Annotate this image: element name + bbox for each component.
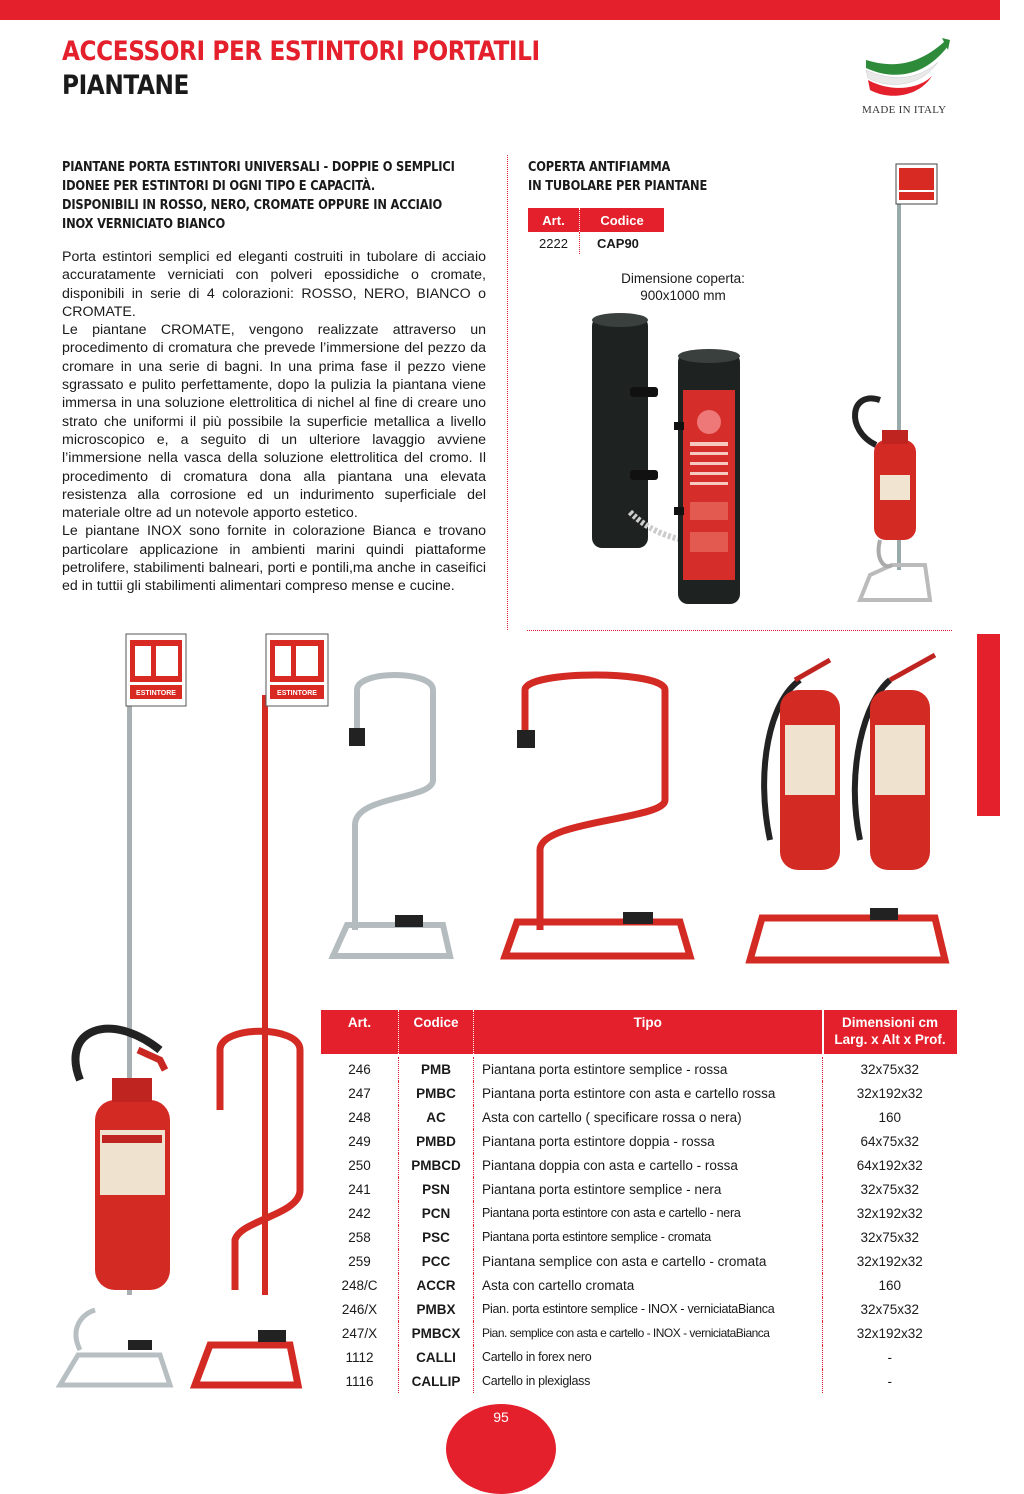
dim-header-line: Dimensioni cm (841, 1015, 939, 1030)
tipo-cell: Cartello in forex nero (474, 1345, 823, 1369)
dimension-value: 900x1000 mm (640, 288, 726, 303)
dim-cell: 32x75x32 (823, 1225, 957, 1249)
code-cell: PCN (399, 1201, 474, 1225)
intro-paragraph: Porta estintori semplici ed eleganti costruiti in tubolare di acciaio accuratamente verniciati con polveri epossidiche o cromate, disponibili in serie di 4 colorazioni: ROSSO, NERO, BIANCO o CROMATE. (62, 249, 486, 320)
red-stand-image (495, 660, 705, 965)
table-row (321, 1177, 957, 1201)
intro-paragraph: Le piantane INOX sono fornite in colorazione Bianca e trovano particolare applicazione in ambienti marini quindi piattaforme petrolifere, stabilimenti balneari, porti e pontili,ma anche in caseifici ed in tuttii gli stabilimenti alimentari compreso mense e cucine. (62, 523, 486, 595)
code-cell: PMBCX (399, 1321, 474, 1345)
chrome-stand-image (325, 660, 465, 965)
table-row (321, 1249, 957, 1273)
code-cell: PSN (399, 1177, 474, 1201)
tipo-cell: Piantana porta estintore doppia - rossa (474, 1129, 823, 1153)
dimension-label: Dimensione coperta: (621, 271, 745, 286)
table-header-row (321, 1010, 957, 1056)
code-cell: PMBCD (399, 1153, 474, 1177)
tipo-cell: Pian. semplice con asta e cartello - INOX - verniciataBianca (474, 1321, 823, 1345)
dim-cell: 32x192x32 (823, 1321, 957, 1345)
table-row (321, 1369, 957, 1393)
table-row (321, 1201, 957, 1225)
table-row (321, 1297, 957, 1321)
art-cell: 2222 (539, 235, 568, 251)
tipo-cell: Piantana semplice con asta e cartello - cromata (474, 1249, 823, 1273)
code-cell: CAP90 (580, 232, 665, 254)
code-cell: ACCR (399, 1273, 474, 1297)
col-code-header: Codice (399, 1010, 474, 1056)
dim-cell: 64x192x32 (823, 1153, 957, 1177)
col-tipo-header: Tipo (474, 1010, 823, 1056)
table-row (321, 1129, 957, 1153)
art-cell: 247/X (341, 1325, 378, 1341)
dim-cell: - (823, 1345, 957, 1369)
side-tab-marker (977, 634, 1000, 816)
tipo-cell: Piantana porta estintore semplice - cromata (474, 1225, 823, 1249)
code-cell: AC (399, 1105, 474, 1129)
fire-blanket-tubes-image (570, 312, 760, 612)
stand-with-sign-image (840, 160, 950, 620)
page-title: ACCESSORI PER ESTINTORI PORTATILI (62, 36, 540, 67)
dim-cell: 160 (823, 1273, 957, 1297)
art-cell: 242 (348, 1205, 371, 1221)
art-cell: 248 (348, 1109, 371, 1125)
art-cell: 246/X (341, 1301, 378, 1317)
tipo-cell: Asta con cartello ( specificare rossa o nera) (474, 1105, 823, 1129)
code-cell: PMBX (399, 1297, 474, 1321)
table-row (321, 1153, 957, 1177)
dim-cell: 32x192x32 (823, 1081, 957, 1105)
column-divider (507, 155, 508, 630)
table-row (321, 1273, 957, 1297)
table-row (528, 232, 664, 254)
sign-text: ESTINTORE (277, 690, 317, 697)
art-cell: 259 (348, 1253, 371, 1269)
tipo-cell: Piantana doppia con asta e cartello - rossa (474, 1153, 823, 1177)
heading-line: COPERTA ANTIFIAMMA (528, 160, 671, 175)
table-row (321, 1081, 957, 1105)
table-row (321, 1321, 957, 1345)
art-cell: 1112 (345, 1349, 374, 1365)
italy-flag-logo (862, 38, 952, 102)
dim-cell: 32x192x32 (823, 1249, 957, 1273)
table-row (321, 1225, 957, 1249)
tipo-cell: Asta con cartello cromata (474, 1273, 823, 1297)
code-cell: PMBC (399, 1081, 474, 1105)
dim-header-line: Larg. x Alt x Prof. (834, 1032, 946, 1047)
heading-line: IDONEE PER ESTINTORI DI OGNI TIPO E CAPACITÀ. (62, 179, 376, 194)
dim-cell: 32x75x32 (823, 1297, 957, 1321)
tipo-cell: Piantana porta estintore semplice - nera (474, 1177, 823, 1201)
heading-line: INOX VERNICIATO BIANCO (62, 217, 226, 232)
blanket-table (528, 208, 664, 254)
double-stand-image (740, 650, 950, 970)
table-row (321, 1345, 957, 1369)
red-stand-with-sign-image (180, 630, 340, 1395)
art-cell: 248/C (341, 1277, 378, 1293)
art-cell: 250 (348, 1157, 371, 1173)
page-number: 95 (493, 1409, 509, 1425)
blanket-dimension-note (598, 270, 768, 304)
art-cell: 1116 (345, 1373, 374, 1389)
heading-line: DISPONIBILI IN ROSSO, NERO, CROMATE OPPURE IN ACCIAIO (62, 198, 443, 213)
col-art-header: Art. (321, 1010, 399, 1056)
table-row (321, 1056, 957, 1082)
dim-cell: 64x75x32 (823, 1129, 957, 1153)
tipo-cell: Piantana porta estintore con asta e cartello - nera (474, 1201, 823, 1225)
art-cell: 241 (348, 1181, 371, 1197)
dim-cell: 32x75x32 (823, 1177, 957, 1201)
tipo-cell: Pian. porta estintore semplice - INOX - verniciataBianca (474, 1297, 823, 1321)
dim-cell: 160 (823, 1105, 957, 1129)
made-in-italy-label: MADE IN ITALY (862, 104, 947, 116)
art-cell: 246 (348, 1061, 371, 1077)
intro-text (62, 248, 486, 596)
page-subtitle: PIANTANE (62, 70, 189, 101)
col-code-header: Codice (580, 208, 665, 232)
art-cell: 249 (348, 1133, 371, 1149)
art-cell: 258 (348, 1229, 371, 1245)
dim-cell: - (823, 1369, 957, 1393)
section-divider (527, 630, 952, 631)
tipo-cell: Piantana porta estintore semplice - rossa (474, 1056, 823, 1082)
dim-cell: 32x192x32 (823, 1201, 957, 1225)
code-cell: PCC (399, 1249, 474, 1273)
dim-cell: 32x75x32 (823, 1056, 957, 1082)
section-heading (62, 158, 455, 234)
col-art-header: Art. (528, 208, 580, 232)
sign-text: ESTINTORE (136, 690, 176, 697)
table-row (321, 1105, 957, 1129)
code-cell: PMBD (399, 1129, 474, 1153)
heading-line: PIANTANE PORTA ESTINTORI UNIVERSALI - DOPPIE O SEMPLICI (62, 160, 455, 175)
intro-paragraph: Le piantane CROMATE, vengono realizzate attraverso un procedimento di cromatura che prevede l’immersione del pezzo da cromare in una serie di bagni. In una prima fase il pezzo viene sgrassato e pulito perfettamente, dopo la pulizia la piantana viene immersa in una soluzione elettrolitica di nichel al fine di creare uno strato che uniformi il più possibile la superficie metallica a livello microscopico e, a seguito di un ulteriore lavaggio avviene l’immersione nella vasca della soluzione elettrolitica del cromo. Il procedimento di cromatura dona alla piantana una elevata resistenza alla corrosione ed un indurimento superficiale del materiale oltre ad un notevole apporto estetico. (62, 322, 486, 522)
code-cell: CALLIP (399, 1369, 474, 1393)
code-cell: PMB (399, 1056, 474, 1082)
blanket-heading (528, 158, 707, 196)
tipo-cell: Cartello in plexiglass (474, 1369, 823, 1393)
tipo-cell: Piantana porta estintore con asta e cartello rossa (474, 1081, 823, 1105)
col-dim-header (823, 1010, 957, 1056)
products-table (321, 1010, 957, 1393)
art-cell: 247 (348, 1085, 371, 1101)
code-cell: PSC (399, 1225, 474, 1249)
code-cell: CALLI (399, 1345, 474, 1369)
top-red-bar (0, 0, 1000, 20)
heading-line: IN TUBOLARE PER PIANTANE (528, 179, 708, 194)
